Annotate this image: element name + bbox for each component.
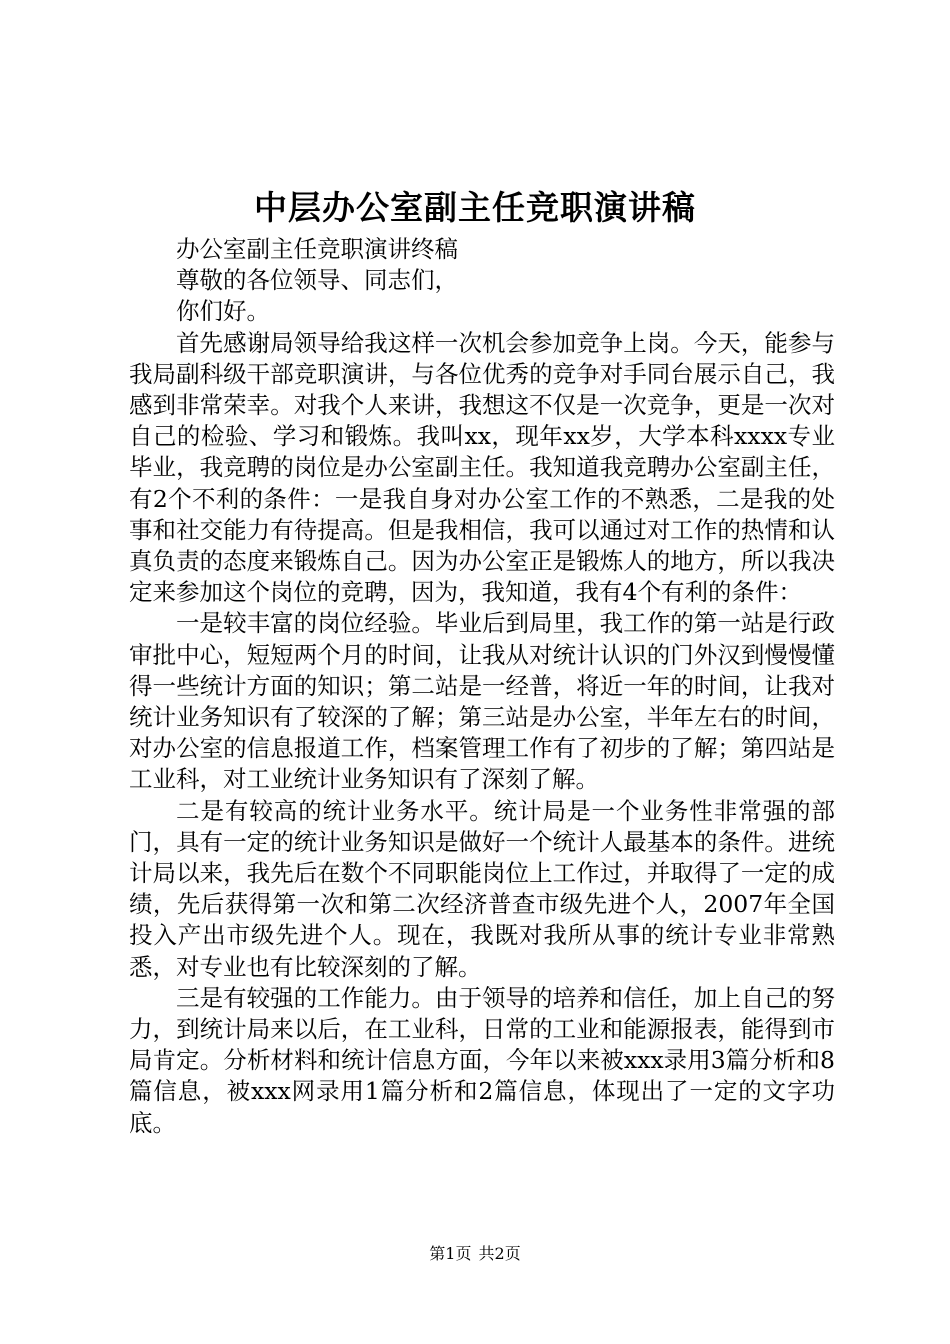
paragraph-point-three: 三是有较强的工作能力。由于领导的培养和信任，加上自己的努力，到统计局来以后，在工业科，日常的工业和能源报表，能得到市局肯定。分析材料和统计信息方面，今年以来被xxx录用3篇分析和8篇信息，被xxx网录用1篇分析和2篇信息，体现出了一定的文字功底。	[129, 983, 835, 1137]
paragraph-salutation: 尊敬的各位领导、同志们，	[176, 266, 458, 295]
paragraph-point-two: 二是有较高的统计业务水平。统计局是一个业务性非常强的部门，具有一定的统计业务知识是做好一个统计人最基本的条件。进统计局以来，我先后在数个不同职能岗位上工作过，并取得了一定的成绩，先后获得第一次和第二次经济普查市级先进个人，2007年全国投入产出市级先进个人。现在，我既对我所从事的统计专业非常熟悉，对专业也有比较深刻的了解。	[129, 796, 835, 981]
paragraph-greeting: 你们好。	[176, 297, 270, 326]
page-number: 第1页	[429, 1244, 472, 1263]
document-body	[129, 234, 835, 1139]
paragraph-subtitle: 办公室副主任竞职演讲终稿	[176, 235, 458, 263]
page-footer	[0, 1242, 950, 1266]
paragraph-intro: 首先感谢局领导给我这样一次机会参加竞争上岗。今天，能参与我局副科级干部竞职演讲，与各位优秀的竞争对手同台展示自己，我感到非常荣幸。对我个人来讲，我想这不仅是一次竞争，更是一次对自己的检验、学习和锻炼。我叫xx，现年xx岁，大学本科xxxx专业毕业，我竞聘的岗位是办公室副主任。我知道我竞聘办公室副主任，有2个不利的条件：一是我自身对办公室工作的不熟悉，二是我的处事和社交能力有待提高。但是我相信，我可以通过对工作的热情和认真负责的态度来锻炼自己。因为办公室正是锻炼人的地方，所以我决定来参加这个岗位的竞聘，因为，我知道，我有4个有利的条件：	[129, 328, 835, 607]
page-title: 中层办公室副主任竞职演讲稿	[254, 188, 696, 227]
page-total: 共2页	[478, 1244, 521, 1263]
paragraph-point-one: 一是较丰富的岗位经验。毕业后到局里，我工作的第一站是行政审批中心，短短两个月的时间，让我从对统计认识的门外汉到慢慢懂得一些统计方面的知识；第二站是一经普，将近一年的时间，让我对统计业务知识有了较深的了解；第三站是办公室，半年左右的时间，对办公室的信息报道工作，档案管理工作有了初步的了解；第四站是工业科，对工业统计业务知识有了深刻了解。	[129, 609, 835, 794]
